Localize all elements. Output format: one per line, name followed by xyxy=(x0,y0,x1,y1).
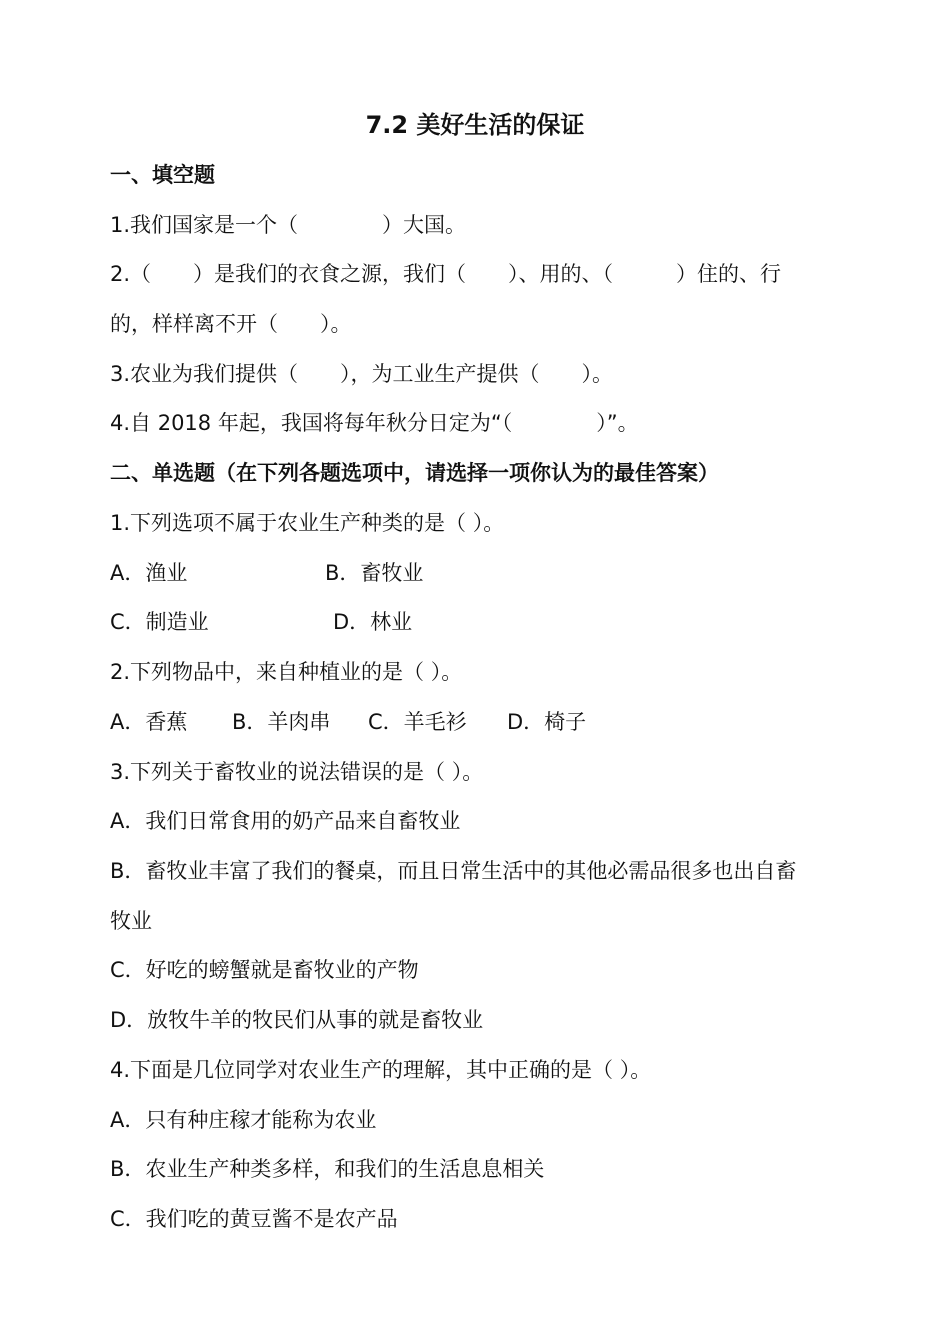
fill-question-2-line-1: 2.（ ）是我们的衣食之源，我们（ ）、用的、（ ）住的、行 xyxy=(110,262,782,286)
choice-question-3-option-b-line-2: 牧业 xyxy=(110,909,152,933)
choice-question-4-option-b: B．农业生产种类多样，和我们的生活息息相关 xyxy=(110,1157,545,1181)
choice-question-2-option-a: A．香蕉 xyxy=(110,710,188,734)
choice-question-3-option-a: A．我们日常食用的奶产品来自畜牧业 xyxy=(110,809,461,833)
choice-question-2-stem: 2.下列物品中，来自种植业的是（ ）。 xyxy=(110,660,463,684)
choice-question-3-option-d: D．放牧牛羊的牧民们从事的就是畜牧业 xyxy=(110,1008,484,1032)
choice-question-2-option-b: B．羊肉串 xyxy=(232,710,331,734)
choice-question-1-stem: 1.下列选项不属于农业生产种类的是（ ）。 xyxy=(110,511,505,535)
choice-question-1-option-d: D．林业 xyxy=(333,610,413,634)
choice-question-3-option-b-line-1: B．畜牧业丰富了我们的餐桌，而且日常生活中的其他必需品很多也出自畜 xyxy=(110,859,797,883)
choice-question-3-stem: 3.下列关于畜牧业的说法错误的是（ ）。 xyxy=(110,760,484,784)
choice-question-4-option-c: C．我们吃的黄豆酱不是农产品 xyxy=(110,1207,398,1231)
choice-question-4-option-a: A．只有种庄稼才能称为农业 xyxy=(110,1108,377,1132)
section-heading-single-choice: 二、单选题（在下列各题选项中，请选择一项你认为的最佳答案） xyxy=(110,461,719,485)
fill-question-1: 1.我们国家是一个（ ）大国。 xyxy=(110,213,467,237)
choice-question-2-option-d: D．椅子 xyxy=(507,710,587,734)
choice-question-1-option-a: A．渔业 xyxy=(110,561,188,585)
fill-question-4: 4.自 2018 年起，我国将每年秋分日定为“（ ）”。 xyxy=(110,411,639,435)
choice-question-4-stem: 4.下面是几位同学对农业生产的理解，其中正确的是（ ）。 xyxy=(110,1058,652,1082)
fill-question-3: 3.农业为我们提供（ ），为工业生产提供（ ）。 xyxy=(110,362,614,386)
choice-question-1-option-c: C．制造业 xyxy=(110,610,209,634)
choice-question-2-option-c: C．羊毛衫 xyxy=(368,710,467,734)
section-heading-fill-in: 一、填空题 xyxy=(110,163,215,187)
choice-question-1-option-b: B．畜牧业 xyxy=(325,561,424,585)
fill-question-2-line-2: 的，样样离不开（ ）。 xyxy=(110,312,352,336)
page-title: 7.2 美好生活的保证 xyxy=(365,111,585,139)
choice-question-3-option-c: C．好吃的螃蟹就是畜牧业的产物 xyxy=(110,958,419,982)
